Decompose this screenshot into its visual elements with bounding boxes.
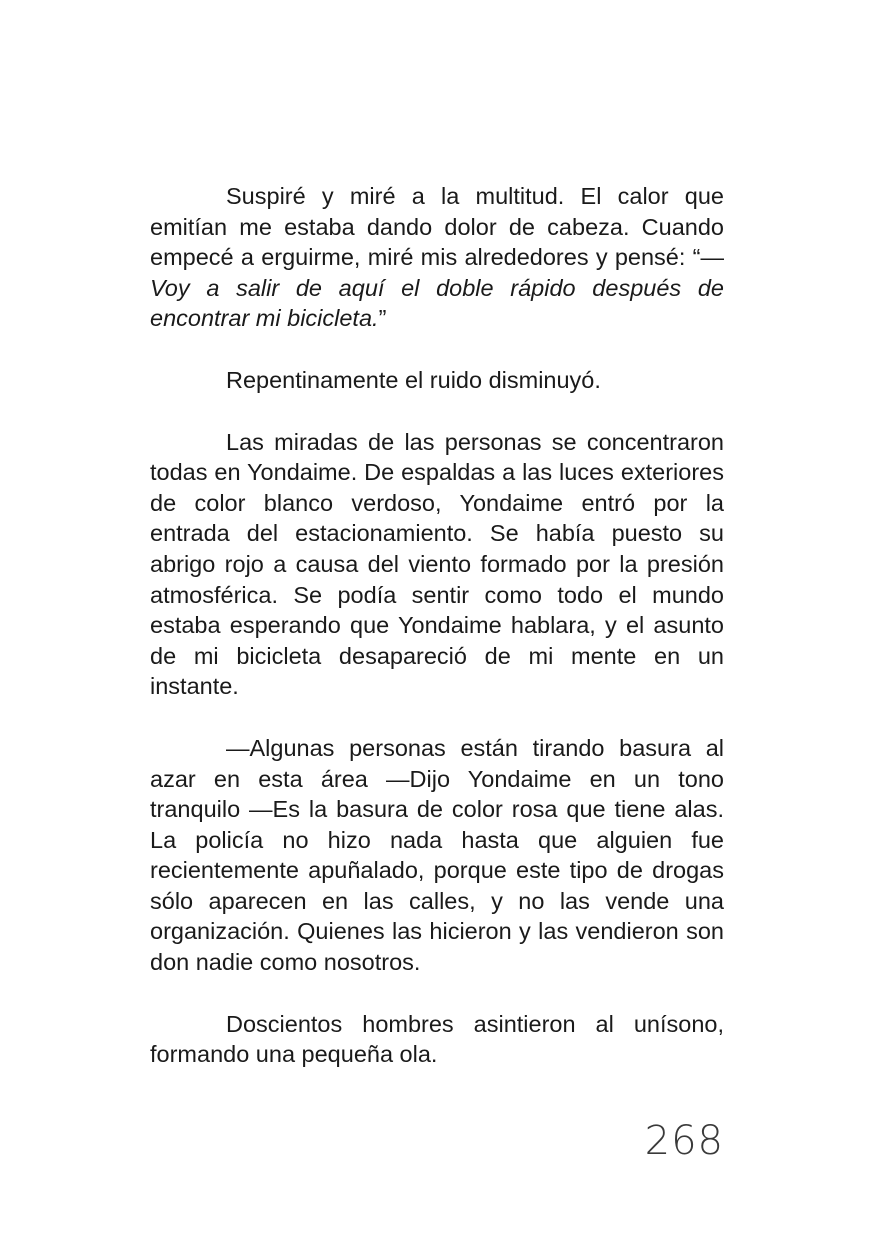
paragraph-1 [150,181,724,334]
page-body [150,181,724,1070]
paragraph-2: Repentinamente el ruido disminuyó. [226,366,601,393]
paragraph-1-closing-quote: ” [378,305,387,332]
paragraph-3: Las miradas de las personas se concentraron todas en Yondaime. De espaldas a las luces exteriores de color blanco verdoso, Yondaime entró por la entrada del estacionamiento. Se había puesto su abrigo rojo a causa del viento formado por la presión atmosférica. Se podía sentir como todo el mundo estaba esperando que Yondaime hablara, y el asunto de mi bicicleta desapareció de mi mente en un instante. [150,428,724,700]
paragraph-1-text: Suspiré y miré a la multitud. El calor que emitían me estaba dando dolor de cabeza. Cuando empecé a erguirme, miré mis alrededores y pensé: “— [150,183,724,271]
paragraph-1-italic-thought: Voy a salir de aquí el doble rápido después de encontrar mi bicicleta. [150,274,724,332]
page-number: 268 [644,1118,724,1164]
paragraph-5: Doscientos hombres asintieron al unísono, formando una pequeña ola. [150,1010,724,1068]
paragraph-4: —Algunas personas están tirando basura al azar en esta área —Dijo Yondaime en un tono tranquilo —Es la basura de color rosa que tiene alas. La policía no hizo nada hasta que alguien fue recientemente apuñalado, porque este tipo de drogas sólo aparecen en las calles, y no las vende una organización. Quienes las hicieron y las vendieron son don nadie como nosotros. [150,734,724,976]
